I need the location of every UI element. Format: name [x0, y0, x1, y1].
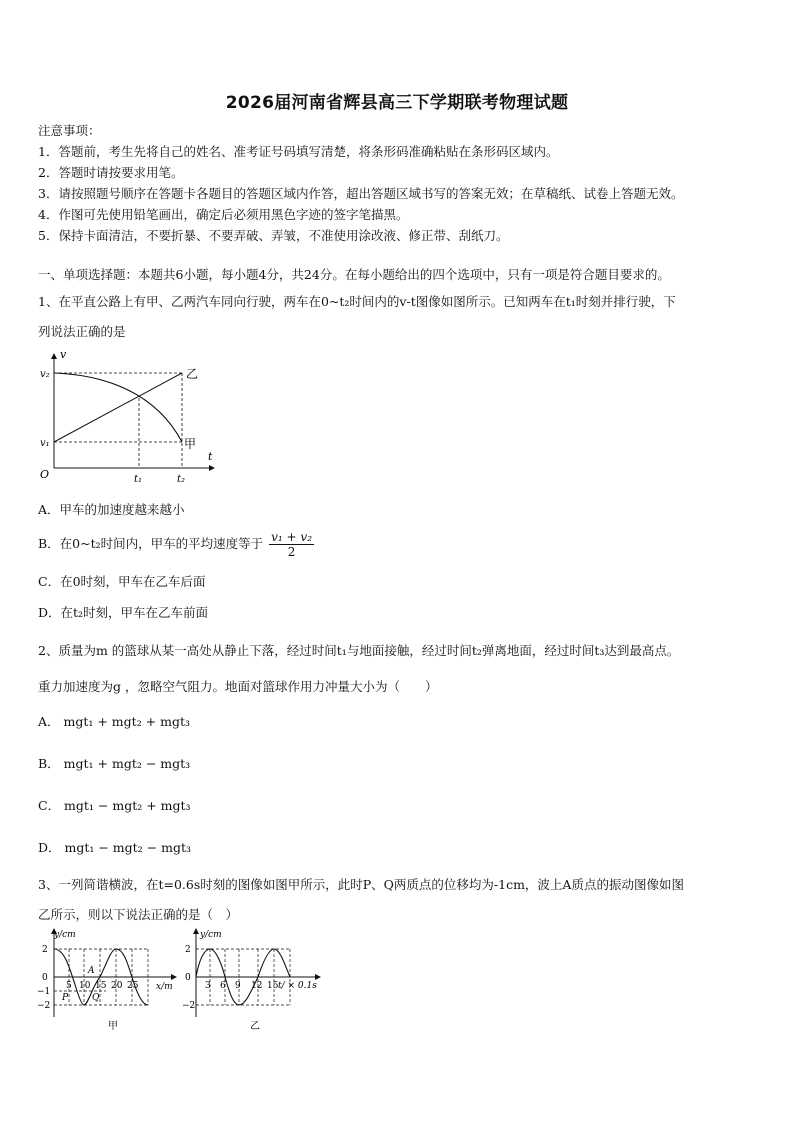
point-p-label: P [62, 993, 69, 1003]
yi-ytick: −2 [182, 1001, 196, 1011]
yi-ylabel: y/cm [200, 930, 222, 940]
jia-ytick: 2 [42, 945, 48, 955]
q2-option-d[interactable]: D． mgt₁ − mgt₂ − mgt₃ [38, 840, 192, 855]
q2-option-a[interactable]: A． mgt₁ + mgt₂ + mgt₃ [38, 714, 191, 729]
yi-xtick: 15 [267, 981, 279, 991]
fraction-numerator: v₁ + v₂ [271, 530, 313, 544]
q3-vibration-graph-yi [182, 925, 332, 1035]
yi-xtick: 3 [205, 981, 211, 991]
jia-ylabel: y/cm [54, 930, 76, 940]
point-q-label: Q [92, 993, 100, 1003]
q2-stem: 2、质量为m 的篮球从某一高处从静止下落，经过时间t₁与地面接触，经过时间t₂弹离地面，经过时间t₃达到最高点。 [38, 643, 680, 658]
jia-ytick: 0 [42, 973, 48, 983]
jia-xtick: 15 [95, 981, 107, 991]
average-velocity-fraction [269, 530, 314, 559]
page-title: 2026届河南省辉县高三下学期联考物理试题 [225, 93, 569, 113]
axis-v-label: v [60, 348, 67, 361]
section-heading: 一、单项选择题：本题共6小题，每小题4分，共24分。在每小题给出的四个选项中，只有一项是符合题目要求的。 [38, 267, 670, 282]
yi-xtick: 9 [235, 981, 241, 991]
car-jia-label: 甲 [184, 437, 197, 451]
v1-label: v₁ [40, 438, 50, 449]
notice-item: 3．请按照题号顺序在答题卡各题目的答题区域内作答，超出答题区域书写的答案无效；在草稿纸、试卷上答题无效。 [38, 186, 684, 201]
jia-xtick: 5 [66, 981, 72, 991]
axis-t-label: t [208, 450, 213, 463]
q1-option-a[interactable]: A．甲车的加速度越来越小 [38, 502, 185, 517]
jia-xtick: 25 [127, 981, 139, 991]
yi-ytick: 2 [185, 945, 191, 955]
q3-wave-graph-jia [36, 925, 186, 1035]
notice-item: 4．作图可先使用铅笔画出，确定后必须用黑色字迹的签字笔描黑。 [38, 207, 409, 222]
q1-option-b[interactable] [38, 530, 314, 559]
q3-stem: 3、一列简谐横波，在t=0.6s时刻的图像如图甲所示，此时P、Q两质点的位移均为-1cm，波上A质点的振动图像如图 [38, 877, 684, 892]
origin-label: O [40, 468, 50, 481]
q1-stem: 1、在平直公路上有甲、乙两汽车同向行驶，两车在0~t₂时间内的v-t图像如图所示。已知两车在t₁时刻并排行驶，下 [38, 294, 676, 309]
yi-xlabel: t/ × 0.1s [278, 981, 317, 991]
yi-ytick: 0 [185, 973, 191, 983]
q1-option-b-text: B．在0~t₂时间内，甲车的平均速度等于 [38, 536, 264, 551]
q1-option-c[interactable]: C．在0时刻，甲车在乙车后面 [38, 574, 206, 589]
q2-stem-cont: 重力加速度为g ，忽略空气阻力。地面对篮球作用力冲量大小为（ ） [38, 679, 438, 694]
yi-xtick: 6 [220, 981, 226, 991]
q1-option-d[interactable]: D．在t₂时刻，甲车在乙车前面 [38, 605, 209, 620]
q2-option-b[interactable]: B． mgt₁ + mgt₂ − mgt₃ [38, 756, 191, 771]
notice-item: 2．答题时请按要求用笔。 [38, 165, 184, 180]
t1-label: t₁ [134, 474, 143, 485]
t2-label: t₂ [177, 474, 186, 485]
jia-xlabel: x/m [156, 982, 173, 992]
jia-ytick: −2 [37, 1001, 51, 1011]
jia-xtick: 10 [79, 981, 91, 991]
jia-ytick: −1 [37, 987, 51, 997]
q1-vt-graph [36, 348, 226, 488]
q3-stem-cont: 乙所示，则以下说法正确的是（ ） [38, 907, 239, 922]
v2-label: v₂ [40, 369, 50, 380]
notice-heading: 注意事项： [38, 123, 101, 138]
yi-xtick: 12 [251, 981, 263, 991]
notice-item: 1．答题前，考生先将自己的姓名、准考证号码填写清楚，将条形码准确粘贴在条形码区域内。 [38, 144, 559, 159]
q1-stem-cont: 列说法正确的是 [38, 324, 126, 339]
jia-caption: 甲 [108, 1021, 118, 1032]
fraction-denominator: 2 [287, 545, 296, 559]
point-a-label: A [88, 966, 95, 976]
q2-option-c[interactable]: C． mgt₁ − mgt₂ + mgt₃ [38, 798, 191, 813]
notice-item: 5．保持卡面清洁，不要折暴、不要弄破、弄皱，不准使用涂改液、修正带、刮纸刀。 [38, 228, 509, 243]
jia-xtick: 20 [111, 981, 123, 991]
yi-caption: 乙 [250, 1021, 260, 1032]
car-yi-label: 乙 [186, 367, 199, 381]
